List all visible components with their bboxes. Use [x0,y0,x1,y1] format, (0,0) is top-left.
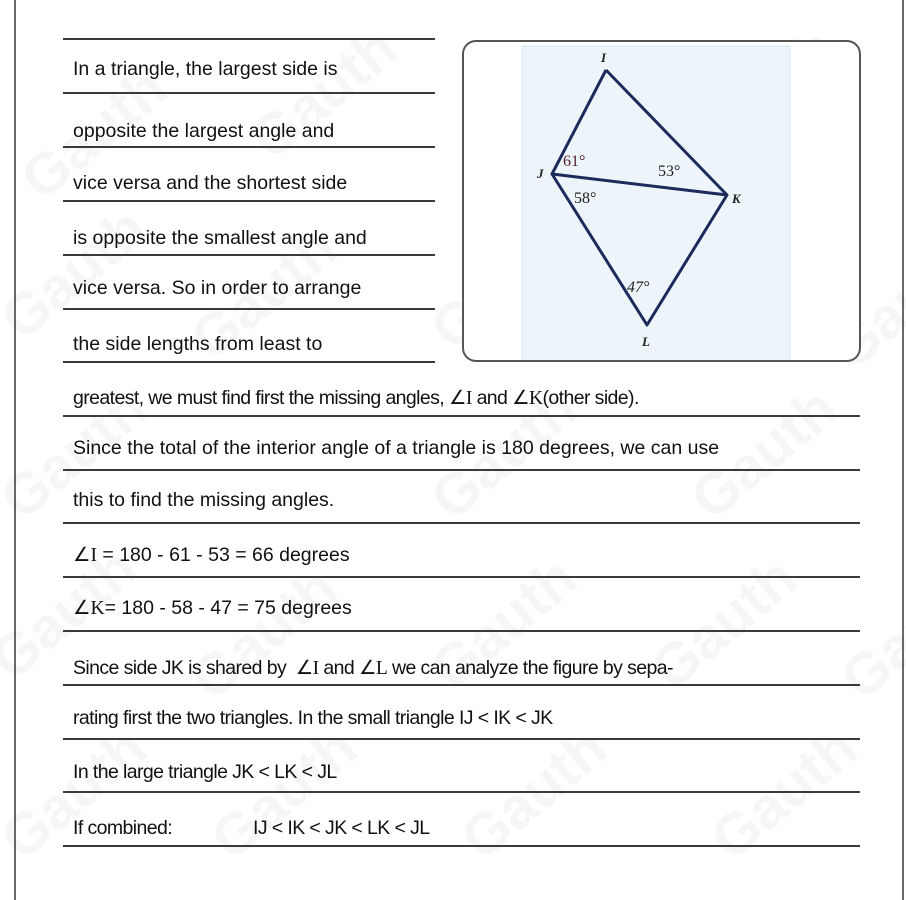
text: and [476,387,508,409]
combined-value: IJ < IK < JK < LK < JL [253,817,430,839]
body-line: Since the total of the interior angle of a triangle is 180 degrees, we can use [73,437,720,459]
intro-line: opposite the largest angle and [73,120,335,142]
intro-line: vice versa and the shortest side [73,172,348,194]
rule-line [63,845,860,847]
rule-line [63,92,435,94]
text: Since side JK is shared by [73,657,287,679]
body-line: rating first the two triangles. In the small triangle IJ < IK < JK [73,707,553,729]
rule-line [63,308,435,310]
vertex-label-j: J [537,166,544,181]
body-line-missing-angles [73,386,639,411]
body-line: this to find the missing angles. [73,489,335,511]
body-line-combined [73,816,430,840]
text: (other side). [542,387,639,409]
equation-angle-k [73,596,352,621]
intro-line: is opposite the smallest angle and [73,227,367,249]
triangle-diagram [462,40,861,362]
rule-line [63,361,435,363]
text: greatest, we must find first the missing angles, [73,387,445,409]
equation-angle-i [73,543,350,568]
angle-symbol-i: ∠I [448,388,472,409]
vertex-label-i: I [601,50,607,65]
vertex-label-l: L [642,334,650,349]
rule-line [63,469,860,471]
angle-symbol-l: ∠L [358,658,388,679]
angle-symbol-k: ∠K [73,598,105,619]
rule-line [63,738,860,740]
equation-text: = 180 - 61 - 53 = 66 degrees [102,544,350,566]
quadrilateral-figure [464,42,861,362]
rule-line [63,791,860,793]
rule-line [63,576,860,578]
intro-line: vice versa. So in order to arrange [73,277,362,299]
angle-label-53: 53° [658,163,681,180]
text: we can analyze the figure by sepa- [391,657,673,679]
text: and [323,657,355,679]
paper-background [522,46,790,362]
rule-line [63,415,860,417]
rule-line [63,38,435,40]
angle-symbol-i: ∠I [295,658,319,679]
rule-line [63,630,860,632]
angle-symbol-i: ∠I [73,545,97,566]
rule-line [63,522,860,524]
angle-symbol-k: ∠K [512,388,543,409]
vertex-label-k: K [732,191,741,206]
rule-line [63,254,435,256]
rule-line [63,146,435,148]
combined-label: If combined: [73,817,173,839]
intro-line: the side lengths from least to [73,333,323,355]
body-line-shared-side [73,656,673,681]
body-line: In the large triangle JK < LK < JL [73,761,337,783]
rule-line [63,200,435,202]
equation-text: = 180 - 58 - 47 = 75 degrees [104,597,352,619]
angle-label-47: 47° [627,279,650,296]
angle-label-61: 61° [563,153,586,170]
rule-line [63,684,860,686]
angle-label-58: 58° [574,190,597,207]
intro-line: In a triangle, the largest side is [73,58,338,80]
